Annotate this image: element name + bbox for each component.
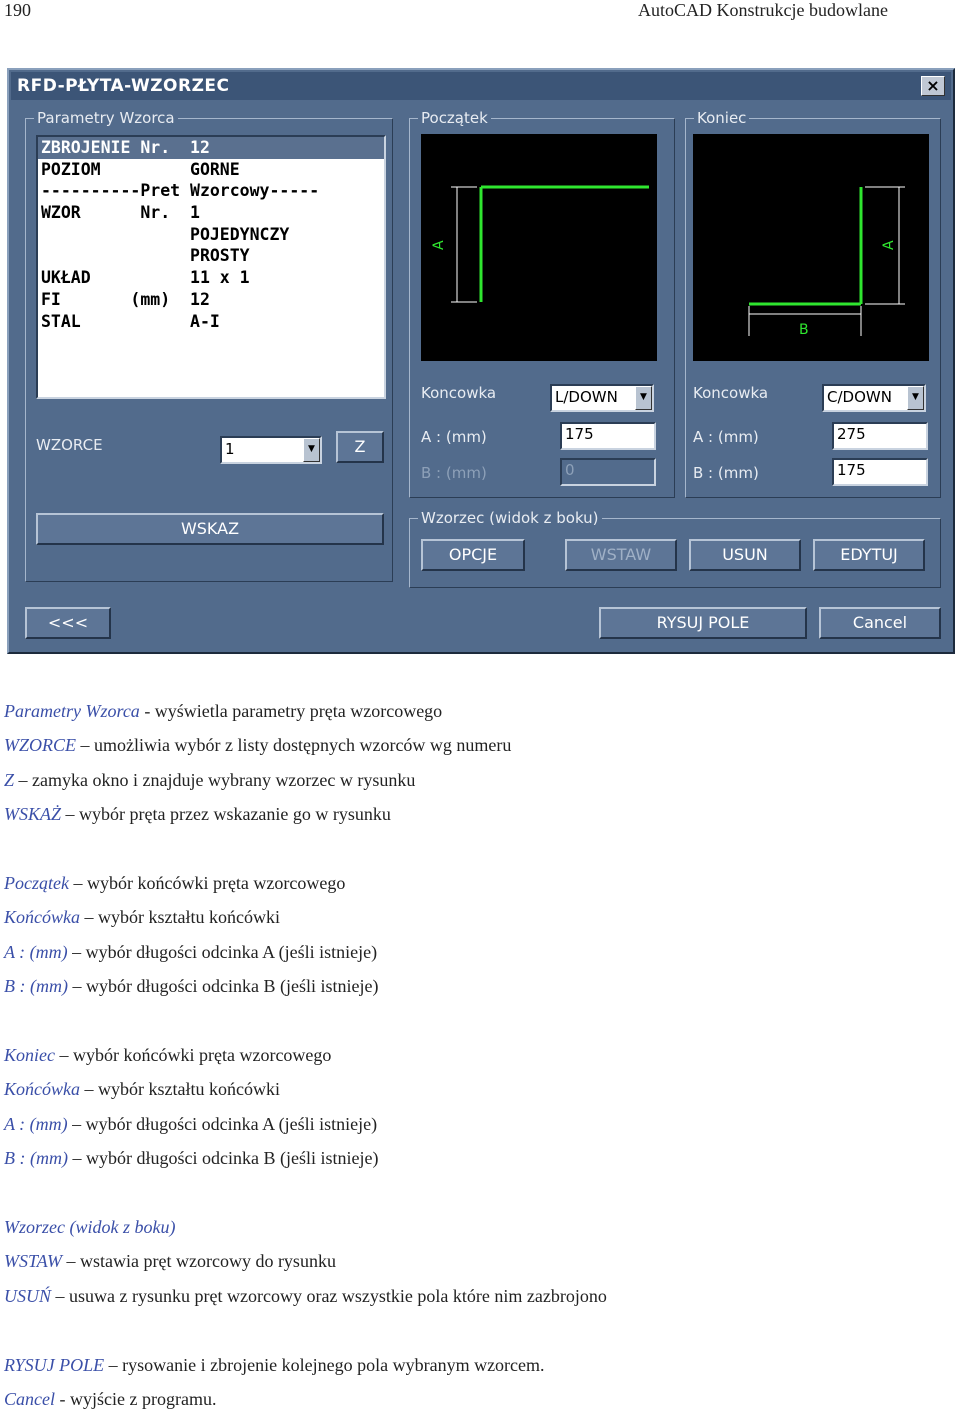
close-button[interactable]: ×: [921, 76, 945, 96]
list-item[interactable]: POJEDYNCZY: [41, 224, 290, 244]
poczatek-koncowka-label: Koncowka: [421, 384, 497, 402]
z-button[interactable]: Z: [336, 431, 384, 463]
poczatek-preview: [421, 134, 657, 361]
koniec-b-label: B : (mm): [693, 464, 759, 482]
poczatek-group-label: Początek: [418, 109, 491, 127]
chevron-down-icon[interactable]: ▼: [303, 438, 320, 462]
wzorzec-group-label: Wzorzec (widok z boku): [418, 509, 602, 527]
poczatek-dim-a: A: [431, 240, 447, 250]
poczatek-koncowka-select[interactable]: [550, 384, 654, 412]
cancel-button[interactable]: Cancel: [819, 607, 941, 639]
list-item[interactable]: ----------Pret Wzorcowy-----: [41, 181, 320, 201]
wstaw-button[interactable]: WSTAW: [565, 539, 677, 571]
desc-a-2: A : (mm) – wybór długości odcinka A (jeśli istnieje): [4, 1114, 378, 1134]
koniec-preview-drawing: [693, 134, 929, 361]
list-item[interactable]: WZOR Nr. 1: [41, 203, 200, 223]
poczatek-b-label: B : (mm): [421, 464, 487, 482]
rysuj-pole-button[interactable]: RYSUJ POLE: [599, 607, 807, 639]
koniec-dim-b: B: [799, 322, 809, 338]
desc-z: Z – zamyka okno i znajduje wybrany wzorzec w rysunku: [4, 770, 416, 790]
list-item[interactable]: ZBROJENIE Nr. 12: [38, 137, 384, 159]
chevron-down-icon[interactable]: ▼: [907, 386, 924, 410]
desc-rysuj-pole: RYSUJ POLE – rysowanie i zbrojenie kolejnego pola wybranym wzorcem.: [4, 1355, 545, 1375]
desc-wzorzec: Wzorzec (widok z boku): [4, 1217, 176, 1237]
desc-usun: USUŃ – usuwa z rysunku pręt wzorcowy oraz wszystkie pola które nim zazbrojono: [4, 1286, 607, 1306]
desc-koniec: Koniec – wybór końcówki pręta wzorcowego: [4, 1045, 332, 1065]
desc-a-1: A : (mm) – wybór długości odcinka A (jeśli istnieje): [4, 942, 378, 962]
list-item[interactable]: UKŁAD 11 x 1: [41, 268, 250, 288]
desc-cancel: Cancel - wyjście z programu.: [4, 1389, 217, 1409]
list-item[interactable]: PROSTY: [41, 246, 250, 266]
list-item[interactable]: POZIOM GORNE: [41, 159, 240, 179]
koniec-a-input[interactable]: 275: [832, 422, 928, 450]
poczatek-a-label: A : (mm): [421, 428, 487, 446]
dialog-title: RFD-PŁYTA-WZORZEC: [17, 76, 230, 96]
poczatek-a-input[interactable]: 175: [560, 422, 656, 450]
page-number: 190: [4, 0, 31, 20]
desc-b-1: B : (mm) – wybór długości odcinka B (jeśli istnieje): [4, 976, 379, 996]
desc-wzorce: WZORCE – umożliwia wybór z listy dostępnych wzorców wg numeru: [4, 735, 512, 755]
poczatek-preview-drawing: [421, 134, 657, 361]
koniec-preview: [693, 134, 929, 361]
parametry-group-label: Parametry Wzorca: [34, 109, 178, 127]
wzorce-select[interactable]: [220, 436, 322, 464]
opcje-button[interactable]: OPCJE: [421, 539, 525, 571]
poczatek-b-input[interactable]: 0: [560, 458, 656, 486]
desc-wstaw: WSTAW – wstawia pręt wzorcowy do rysunku: [4, 1251, 336, 1271]
parametry-listbox[interactable]: [36, 135, 386, 399]
page-header: [0, 0, 960, 22]
poczatek-koncowka-value: L/DOWN: [555, 388, 618, 406]
koniec-b-input[interactable]: 175: [832, 458, 928, 486]
wskaz-button[interactable]: WSKAZ: [36, 513, 384, 545]
koniec-group-label: Koniec: [694, 109, 749, 127]
rfd-dialog: [7, 68, 955, 654]
koniec-dim-a: A: [881, 240, 897, 250]
desc-koncowka-1: Końcówka – wybór kształtu końcówki: [4, 907, 280, 927]
koniec-a-label: A : (mm): [693, 428, 759, 446]
koniec-koncowka-value: C/DOWN: [827, 388, 892, 406]
desc-koncowka-2: Końcówka – wybór kształtu końcówki: [4, 1079, 280, 1099]
list-item[interactable]: FI (mm) 12: [41, 289, 210, 309]
list-item[interactable]: STAL A-I: [41, 311, 220, 331]
chevron-down-icon[interactable]: ▼: [635, 386, 652, 410]
koniec-koncowka-select[interactable]: [822, 384, 926, 412]
usun-button[interactable]: USUN: [689, 539, 801, 571]
koniec-koncowka-label: Koncowka: [693, 384, 769, 402]
edytuj-button[interactable]: EDYTUJ: [813, 539, 925, 571]
dialog-titlebar[interactable]: [11, 72, 951, 100]
back-button[interactable]: <<<: [25, 607, 111, 639]
desc-wskaz: WSKAŻ – wybór pręta przez wskazanie go w rysunku: [4, 804, 391, 824]
wzorce-value: 1: [225, 440, 235, 458]
desc-poczatek: Początek – wybór końcówki pręta wzorcowego: [4, 873, 346, 893]
desc-b-2: B : (mm) – wybór długości odcinka B (jeśli istnieje): [4, 1148, 379, 1168]
desc-parametry: Parametry Wzorca - wyświetla parametry pręta wzorcowego: [4, 701, 443, 721]
book-title: AutoCAD Konstrukcje budowlane: [638, 0, 888, 20]
wzorce-label: WZORCE: [36, 436, 103, 454]
